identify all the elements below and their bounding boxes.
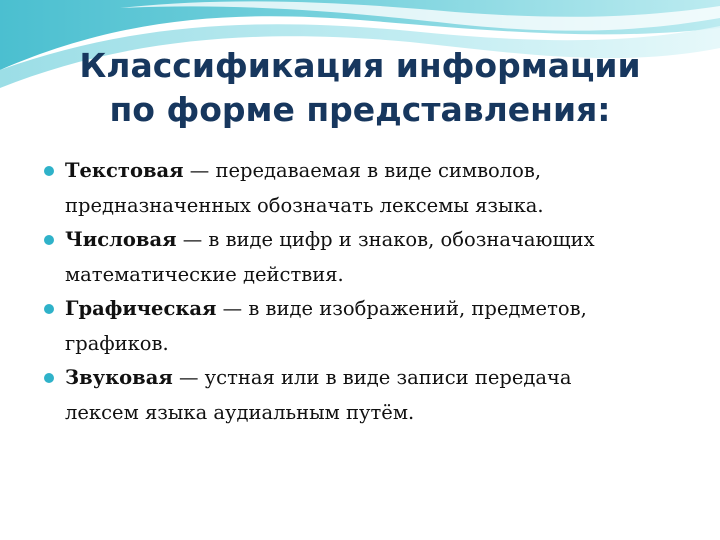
classification-item-number [44,223,694,292]
classification-item-text [44,154,694,223]
slide-title-line-1: Классификация информации [79,46,641,85]
bullet-icon [44,235,54,245]
classification-item-sound [44,361,694,430]
classification-description-line-1: — передаваемая в виде символов, [183,159,542,182]
classification-description-line-1: — в виде изображений, предметов, [216,297,587,320]
classification-term: Звуковая [65,366,173,389]
slide-title [40,44,680,132]
bullet-icon [44,304,54,314]
classification-term: Графическая [65,297,217,320]
classification-description-line-1: — в виде цифр и знаков, обозначающих [176,228,595,251]
classification-term: Числовая [65,228,177,251]
classification-list [44,154,694,430]
classification-description-line-2: предназначенных обозначать лексемы языка. [65,193,544,217]
classification-description-line-2: графиков. [65,331,169,355]
classification-description-line-1: — устная или в виде записи передача [172,366,572,389]
bullet-icon [44,373,54,383]
classification-item-graphic [44,292,694,361]
classification-term: Текстовая [65,159,184,182]
classification-description-line-2: математические действия. [65,262,344,286]
bullet-icon [44,166,54,176]
classification-description-line-2: лексем языка аудиальным путём. [65,400,415,424]
slide-title-line-2: по форме представления: [109,90,611,129]
